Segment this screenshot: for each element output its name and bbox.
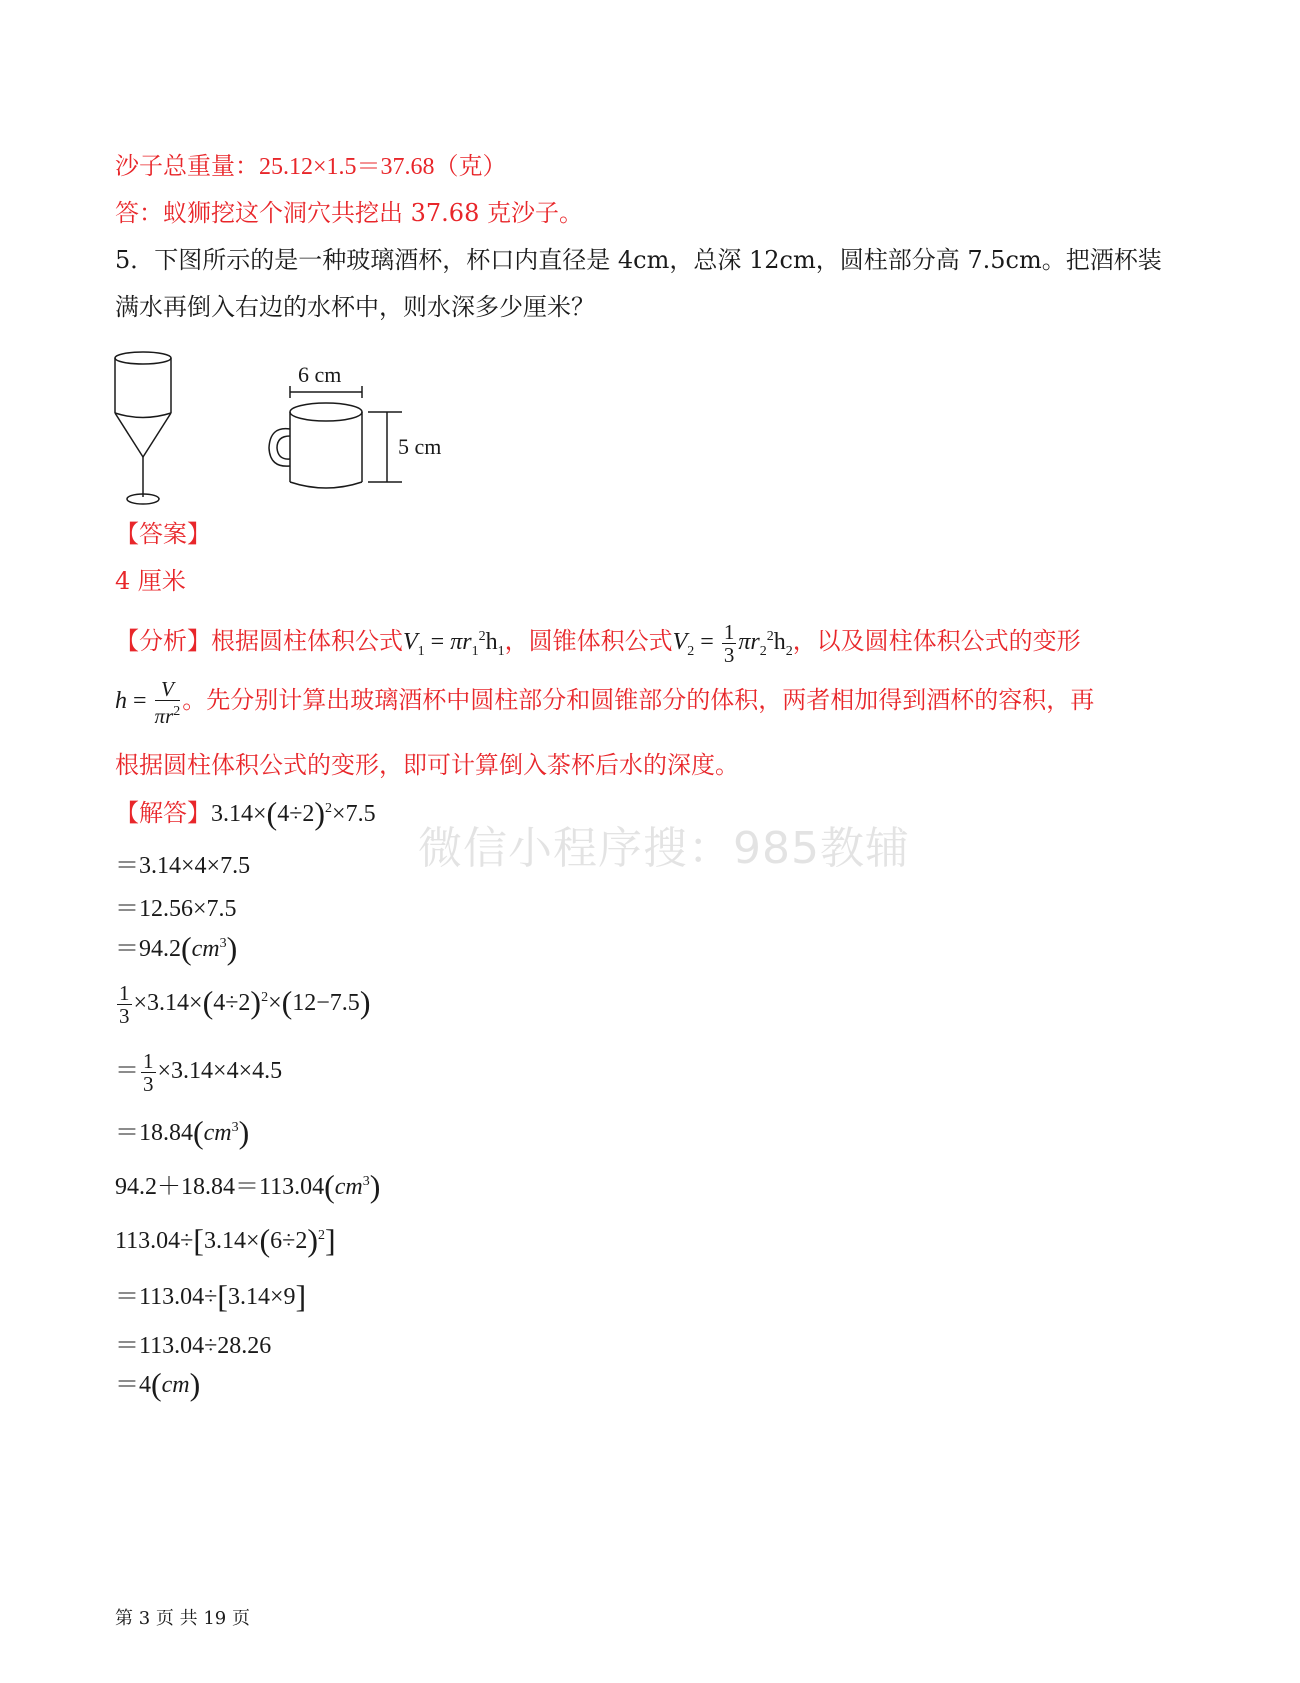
answer-value: 4 厘米: [115, 567, 186, 595]
solution-step-3: ＝12.56×7.5: [115, 896, 237, 922]
analysis-line-3: 根据圆柱体积公式的变形，即可计算倒入茶杯后水的深度。: [115, 751, 739, 779]
analysis-text-1: 根据圆柱体积公式: [211, 627, 403, 655]
analysis-text-4: 。先分别计算出玻璃酒杯中圆柱部分和圆锥部分的体积，两者相加得到酒杯的容积，再: [182, 686, 1095, 714]
solution-line-1: [115, 793, 376, 832]
solution-step-10: ＝113.04÷[3.14×9]: [115, 1278, 307, 1314]
solution-step-4: $=94.2(cm^3)$: [115, 930, 238, 966]
sand-total-line: [115, 146, 507, 181]
answer-tag: 【答案】: [115, 520, 211, 548]
solution-step-5: $\frac{1}{3}$ $\times 3.14\times(4\div 2)^2\times(12-7.5)$: [119, 981, 371, 1028]
page-footer: 第 3 页 共 19 页: [115, 1608, 250, 1629]
analysis-text-3: ，以及圆柱体积公式的变形: [792, 627, 1081, 655]
solution-step-6: ＝ $\frac{1}{3}$ ×3.14×4×4.5: [115, 1049, 283, 1096]
solution-step-2: ＝3.14×4×7.5: [115, 853, 251, 879]
mug-height-label: 5 cm: [398, 434, 442, 459]
analysis-tag: 【分析】: [115, 627, 211, 655]
watermark: 微信小程序搜：985教辅: [418, 823, 910, 874]
question-5-line-2: 满水再倒入右边的水杯中，则水深多少厘米？: [115, 293, 595, 321]
analysis-line-1: [115, 610, 1081, 679]
analysis-line-2: [115, 670, 1094, 731]
solution-tag: 【解答】: [115, 799, 211, 827]
sand-total-label: 沙子总重量：: [115, 152, 259, 180]
solution-step-11: ＝113.04÷28.26: [115, 1333, 272, 1359]
solution-step-8: $94.2+18.84=113.04(cm^3)$: [115, 1168, 381, 1204]
previous-answer-line: 答：蚁狮挖这个洞穴共挖出 37.68 克沙子。: [115, 199, 583, 227]
analysis-text-2: ，圆锥体积公式: [504, 627, 673, 655]
mug-width-label: 6 cm: [298, 362, 342, 387]
question-5-line-1: 5．下图所示的是一种玻璃酒杯，杯口内直径是 4cm，总深 12cm，圆柱部分高 7.5cm。把酒杯装: [115, 246, 1162, 274]
mug-drawing: [269, 386, 402, 488]
question-5-figure: [112, 350, 472, 510]
solution-step-7: $=18.84(cm^3)$: [115, 1114, 250, 1150]
solution-step-9: $113.04\div[3.14\times(6\div 2)^2]$: [115, 1222, 336, 1258]
cone-volume-formula: $V_2$ = $\frac{1}{3}$ $\pi r_2^2h_2$: [672, 619, 793, 667]
solution-step-12: ＝4(cm): [115, 1366, 201, 1402]
wine-glass-drawing: [115, 352, 171, 504]
solution-step-1: $3.14\times(4\div 2)^2\times 7.5$: [211, 795, 376, 831]
sand-total-expression: 25.12×1.5＝37.68（克）: [259, 154, 507, 180]
cylinder-volume-formula: $V_1 = \pi r_1^2h_1$: [403, 629, 505, 659]
height-formula: h = $\frac{V}{\pi r^2}$: [115, 676, 181, 728]
